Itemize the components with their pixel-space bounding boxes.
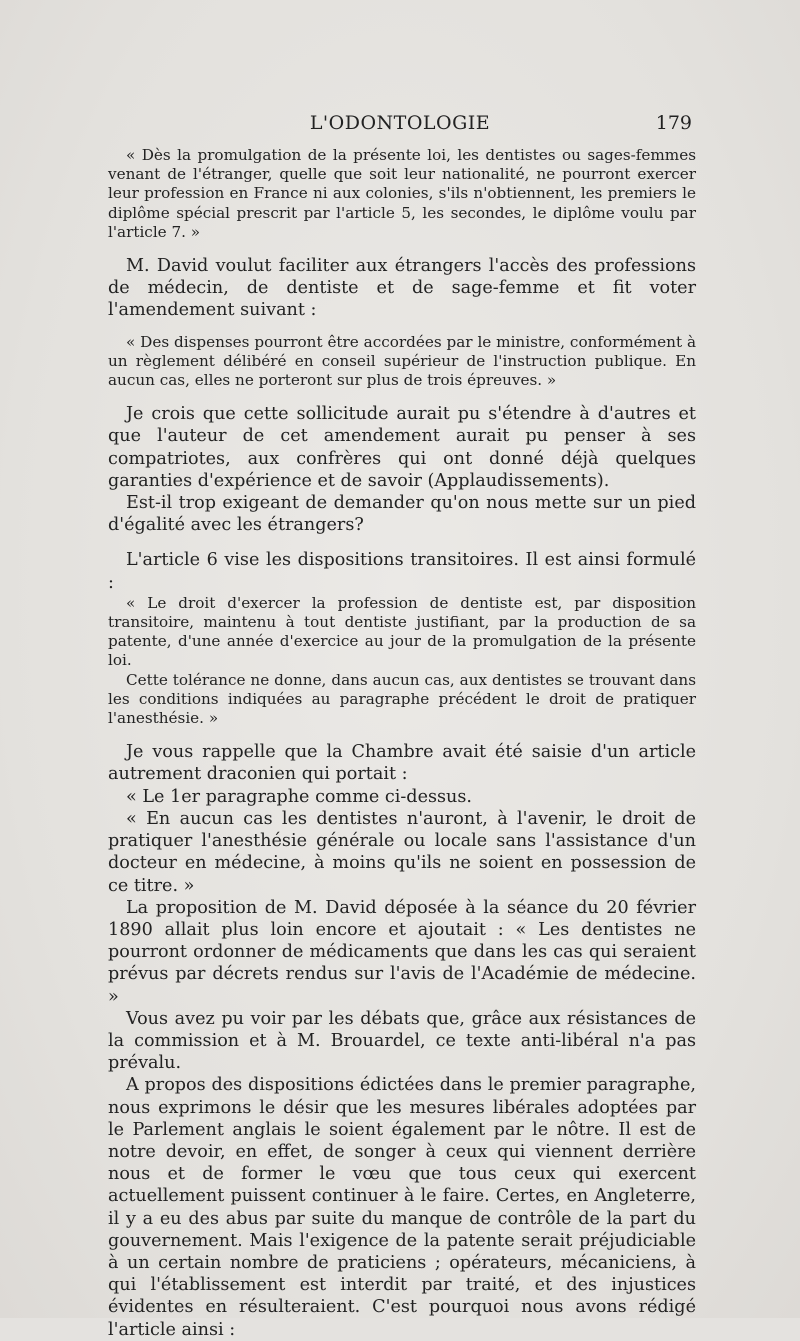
paragraph-dispositions: A propos des dispositions édictées dans le premier paragraphe, nous exprimons le désir que les mesures libérales adoptées par le Parlement anglais le soient également par le nôtre. Il est de notre devoir, en effet, de songer à ceux qui viennent derrière nous et de former le vœu que tous ceux qui exercent actuellement puissent continuer à le faire. Certes, en Angleterre, il y a eu des abus par suite du manque de contrôle de la part du gouvernement. Mais l'exigence de la patente serait préjudiciable à un certain nombre de praticiens ; opérateurs, mécaniciens, à qui l'établissement est interdit par traité, et des injustices évidentes en résulteraient. C'est pourquoi nous avons rédigé l'article ainsi : bbox=[108, 1075, 696, 1340]
running-title: L'ODONTOLOGIE bbox=[309, 112, 491, 134]
paragraph-proposition-david: La proposition de M. David déposée à la séance du 20 février 1890 allait plus loin encore et ajoutait : « Les dentistes ne pourront ordonner de médicaments que dans les cas qui seraient prévus par décrets rendus sur l'avis de l'Académie de médecine. » bbox=[108, 897, 696, 1007]
paragraph-debats: Vous avez pu voir par les débats que, grâce aux résistances de la commission et à M. Brouardel, ce texte anti-libéral n'a pas prévalu. bbox=[108, 1008, 696, 1074]
paragraph-article-6: L'article 6 vise les dispositions transitoires. Il est ainsi formulé : bbox=[108, 550, 696, 593]
paragraph-premier-paragraphe: « Le 1er paragraphe comme ci-dessus. bbox=[126, 786, 472, 807]
paragraph-chambre: Je vous rappelle que la Chambre avait été saisie d'un article autrement draconien qui portait : bbox=[108, 742, 696, 785]
paragraph-quote-tolerance: Cette tolérance ne donne, dans aucun cas, aux dentistes se trouvant dans les conditions indiquées au paragraphe précédent le droit de pratiquer l'anesthésie. » bbox=[108, 670, 696, 728]
page-header bbox=[108, 112, 692, 138]
paragraph-sollicitude: Je crois que cette sollicitude aurait pu s'étendre à d'autres et que l'auteur de cet amendement aurait pu penser à ses compatriotes, aux confrères qui ont donné déjà quelques garanties d'expérience et de savoir (Applaudissements). bbox=[108, 404, 696, 491]
paragraph-anesthesie: « En aucun cas les dentistes n'auront, à l'avenir, le droit de pratiquer l'anesthésie générale ou locale sans l'assistance d'un docteur en médecine, à moins qu'ils ne soient en possession de ce titre. » bbox=[108, 808, 696, 896]
body-text bbox=[108, 146, 696, 1341]
paragraph-quote-dispenses: « Des dispenses pourront être accordées par le ministre, conformément à un règlement délibéré en conseil supérieur de l'instruction publique. En aucun cas, elles ne porteront sur plus de trois épreuves. » bbox=[108, 332, 696, 390]
page-number: 179 bbox=[655, 112, 692, 134]
paragraph-quote-article-5: « Dès la promulgation de la présente loi, les dentistes ou sages-femmes venant de l'étranger, quelle que soit leur nationalité, ne pourront exercer leur profession en France ni aux colonies, s'ils n'obtiennent, les premiers le diplôme spécial prescrit par l'article 5, les secondes, le diplôme voulu par l'article 7. » bbox=[108, 146, 696, 241]
paragraph-david-amendment: M. David voulut faciliter aux étrangers l'accès des professions de médecin, de dentiste et de sage-femme et fit voter l'amendement suivant : bbox=[108, 256, 696, 321]
paragraph-egalite: Est-il trop exigeant de demander qu'on nous mette sur un pied d'égalité avec les étrangers? bbox=[108, 493, 696, 536]
paragraph-quote-droit-exercer: « Le droit d'exercer la profession de dentiste est, par disposition transitoire, maintenu à tout dentiste justifiant, par la production de sa patente, d'une année d'exercice au jour de la promulgation de la présente loi. bbox=[108, 593, 696, 670]
